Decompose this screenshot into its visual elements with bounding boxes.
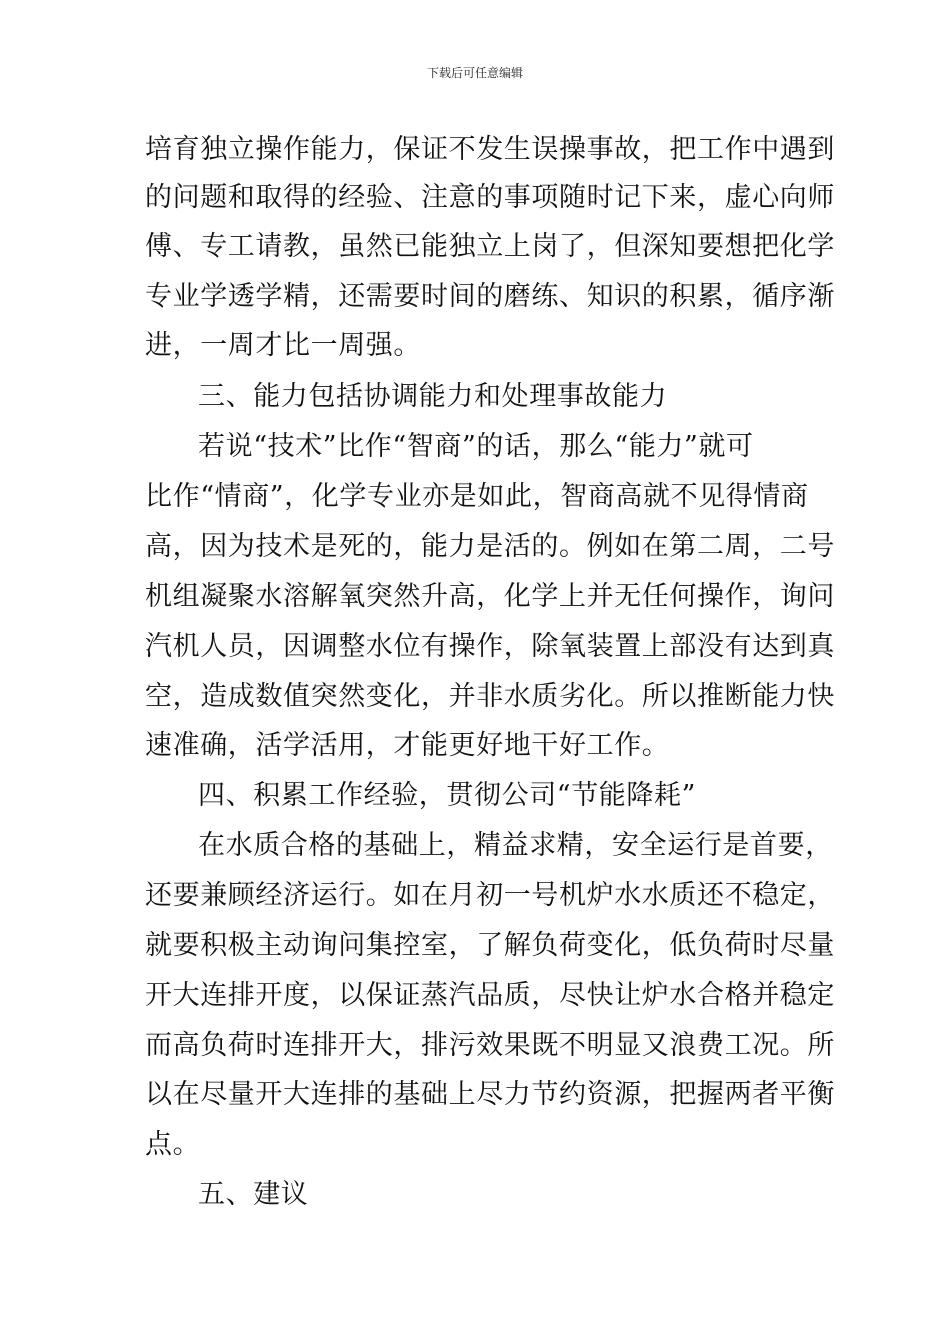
body-line: 在水质合格的基础上，精益求精，安全运行是首要，	[198, 830, 833, 861]
body-line: 傅、专工请教，虽然已能独立上岗了，但深知要想把化学	[145, 231, 835, 262]
body-line: 速准确，活学活用，才能更好地干好工作。	[145, 730, 670, 761]
body-line: 开大连排开度，以保证蒸汽品质，尽快让炉水合格并稳定	[145, 980, 835, 1011]
body-line: 高，因为技术是死的，能力是活的。例如在第二周，二号	[145, 531, 835, 562]
body-line: 还要兼顾经济运行。如在月初一号机炉水水质还不稳定，	[145, 880, 835, 911]
section-heading-5: 五、建议	[198, 1179, 309, 1210]
body-line: 比作“情商”，化学专业亦是如此，智商高就不见得情商	[145, 481, 809, 512]
body-line: 汽机人员，因调整水位有操作，除氧装置上部没有达到真	[145, 631, 835, 662]
body-line: 专业学透学精，还需要时间的磨练、知识的积累，循序渐	[145, 281, 835, 312]
section-heading-4: 四、积累工作经验，贯彻公司“节能降耗”	[198, 780, 697, 811]
body-line: 的问题和取得的经验、注意的事项随时记下来，虚心向师	[145, 182, 835, 213]
body-line: 进，一周才比一周强。	[145, 330, 421, 361]
body-line: 若说“技术”比作“智商”的话，那么“能力”就可	[198, 431, 754, 462]
body-line: 点。	[145, 1129, 201, 1160]
page-header: 下载后可任意编辑	[426, 66, 523, 80]
section-heading-3: 三、能力包括协调能力和处理事故能力	[198, 381, 668, 412]
body-line: 以在尽量开大连排的基础上尽力节约资源，把握两者平衡	[145, 1079, 835, 1110]
body-line: 机组凝聚水溶解氧突然升高，化学上并无任何操作，询问	[145, 581, 835, 612]
body-line: 就要积极主动询问集控室，了解负荷变化，低负荷时尽量	[145, 930, 835, 961]
body-line: 培育独立操作能力，保证不发生误操事故，把工作中遇到	[145, 134, 835, 165]
body-line: 而高负荷时连排开大，排污效果既不明显又浪费工况。所	[145, 1030, 835, 1061]
body-line: 空，造成数值突然变化，并非水质劣化。所以推断能力快	[145, 681, 835, 712]
